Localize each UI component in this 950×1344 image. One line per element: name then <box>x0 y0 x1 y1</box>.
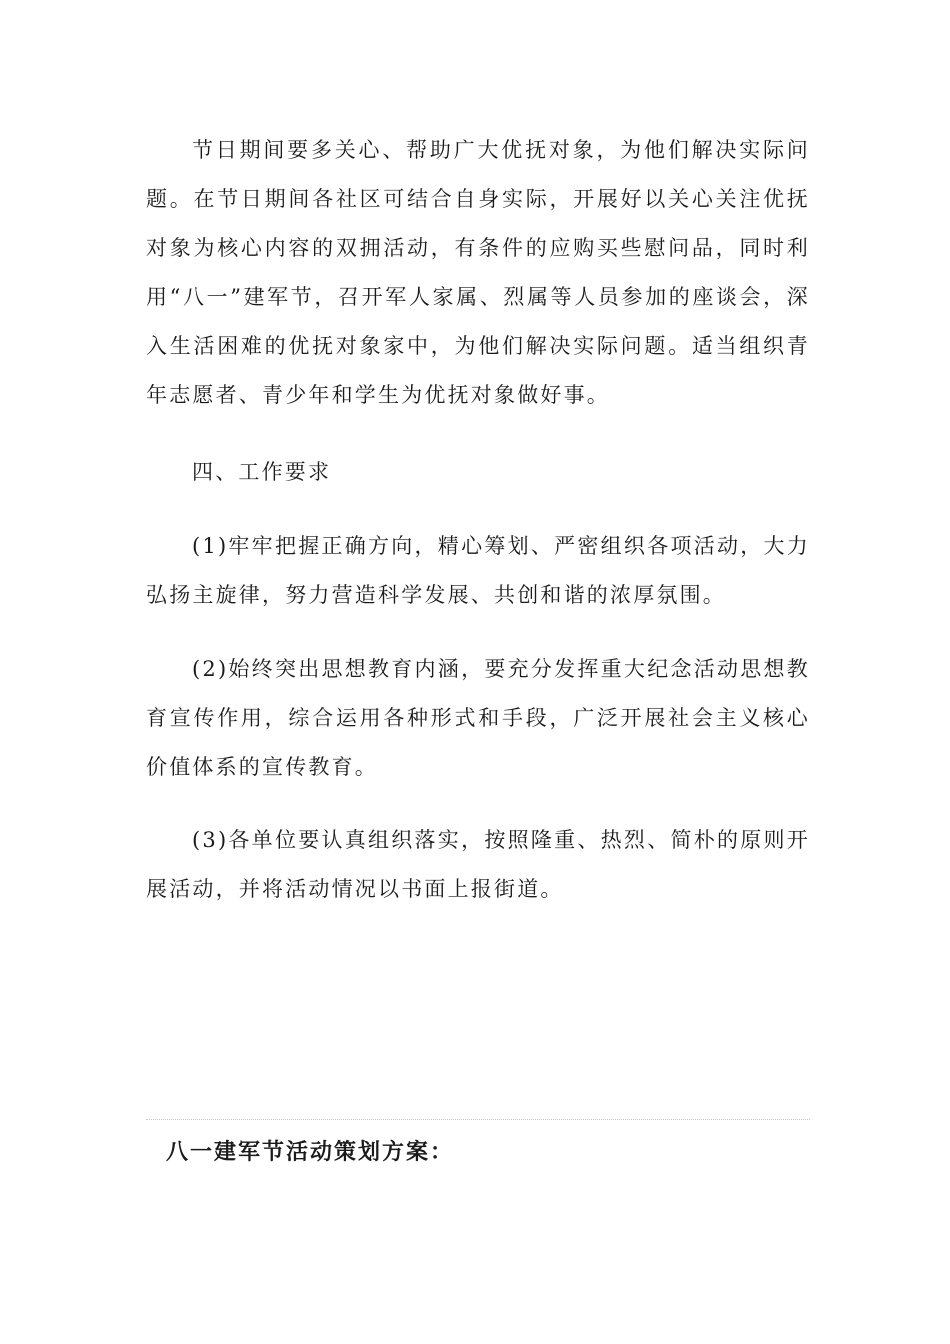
heading-work-requirements: 四、工作要求 <box>192 460 332 484</box>
paragraph-requirement-1: (1)牢牢把握正确方向，精心筹划、严密组织各项活动，大力弘扬主旋律，努力营造科学发展、共创和谐的浓厚氛围。 <box>146 534 810 607</box>
section-title: 八一建军节活动策划方案： <box>166 1139 455 1165</box>
section-divider <box>146 1119 810 1120</box>
paragraph-care-for-beneficiaries: 节日期间要多关心、帮助广大优抚对象，为他们解决实际问题。在节日期间各社区可结合自身实际，开展好以关心关注优抚对象为核心内容的双拥活动，有条件的应购买些慰问品，同时利用“八一”建军节，召开军人家属、烈属等人员参加的座谈会，深入生活困难的优抚对象家中，为他们解决实际问题。适当组织青年志愿者、青少年和学生为优抚对象做好事。 <box>146 138 810 407</box>
paragraph-requirement-2: (2)始终突出思想教育内涵，要充分发挥重大纪念活动思想教育宣传作用，综合运用各种形式和手段，广泛开展社会主义核心价值体系的宣传教育。 <box>146 657 810 779</box>
paragraph-requirement-3: (3)各单位要认真组织落实，按照隆重、热烈、简朴的原则开展活动，并将活动情况以书面上报街道。 <box>146 828 810 901</box>
